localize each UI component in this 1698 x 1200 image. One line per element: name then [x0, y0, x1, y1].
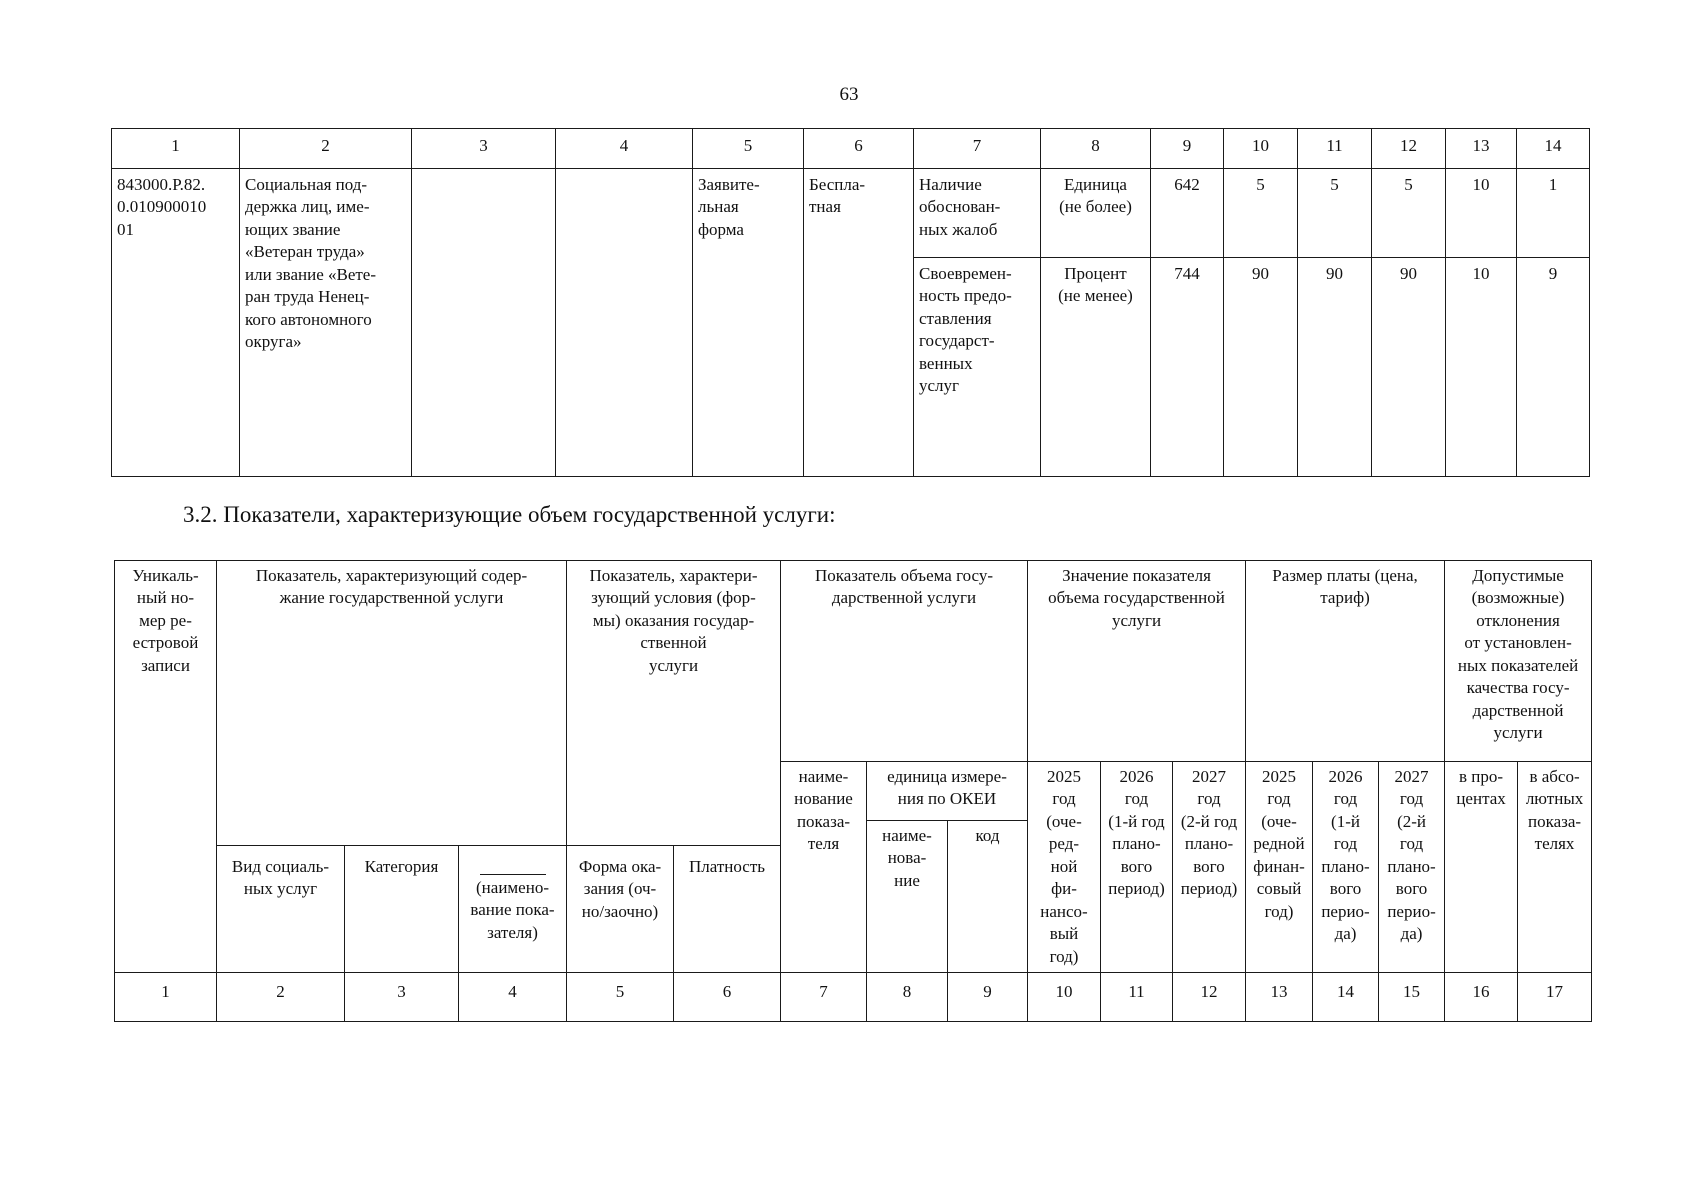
unit-cell: Единица (не более) — [1041, 169, 1151, 258]
value-2026-cell: 5 — [1298, 169, 1372, 258]
table2-col-number: 7 — [781, 972, 867, 1021]
table1-col-number: 4 — [556, 129, 693, 169]
deviation-header: Допустимые (возможные) отклонения от установлен- ных показателей качества госу- дарственной услуги — [1445, 561, 1592, 762]
table1-col-number: 14 — [1517, 129, 1590, 169]
deviation-absolute-cell: 1 — [1517, 169, 1590, 258]
value-2027-cell: 90 — [1372, 258, 1446, 477]
table2-col-number: 4 — [459, 972, 567, 1021]
indicator-name-cell: Наличие обоснован- ных жалоб — [914, 169, 1041, 258]
value-2027-header: 2027 год (2-й год плано- вого период) — [1173, 762, 1246, 973]
table2-col-number: 3 — [345, 972, 459, 1021]
blank-indicator-label: (наимено- вание пока- зателя) — [470, 877, 555, 942]
table1-col-number: 7 — [914, 129, 1041, 169]
table2-header-row — [115, 561, 1592, 762]
fee-2026-header: 2026 год (1-й год плано- вого перио- да) — [1313, 762, 1379, 973]
payment-cell: Беспла- тная — [804, 169, 914, 477]
table2-col-number: 6 — [674, 972, 781, 1021]
service-content-cell: Социальная под- держка лиц, име- ющих звание «Ветеран труда» или звание «Вете- ран труда Ненец- кого автономного округа» — [240, 169, 412, 477]
table-row — [112, 169, 1590, 258]
quality-indicators-table — [111, 128, 1590, 477]
table2-col-number: 9 — [948, 972, 1028, 1021]
okei-code-cell: 744 — [1151, 258, 1224, 477]
table1-col-number: 11 — [1298, 129, 1372, 169]
table1-col-number: 2 — [240, 129, 412, 169]
blank-indicator-header — [459, 845, 567, 972]
okei-unit-header: единица измере- ния по ОКЕИ — [867, 762, 1028, 821]
table1-col-number: 9 — [1151, 129, 1224, 169]
table1-col-number: 10 — [1224, 129, 1298, 169]
indicator-name-header: наиме- нование показа- теля — [781, 762, 867, 973]
table1-col-number: 6 — [804, 129, 914, 169]
table2-col-number: 14 — [1313, 972, 1379, 1021]
volume-indicator-header: Показатель объема госу- дарственной услуги — [781, 561, 1028, 762]
value-2025-cell: 5 — [1224, 169, 1298, 258]
unit-name-header: наиме- нова- ние — [867, 821, 948, 973]
service-form-cell: Заявите- льная форма — [693, 169, 804, 477]
page-number: 63 — [839, 84, 859, 105]
table2-col-number: 12 — [1173, 972, 1246, 1021]
table2-col-number: 8 — [867, 972, 948, 1021]
okei-code-cell: 642 — [1151, 169, 1224, 258]
value-2027-cell: 5 — [1372, 169, 1446, 258]
content-indicator-header: Показатель, характеризующий содер- жание государственной услуги — [217, 561, 567, 846]
registry-number-cell: 843000.Р.82. 0.010900010 01 — [112, 169, 240, 477]
payment-header: Платность — [674, 845, 781, 972]
table1-col-number: 8 — [1041, 129, 1151, 169]
conditions-indicator-header: Показатель, характери- зующий условия (фор- мы) оказания государ- ственной услуги — [567, 561, 781, 846]
fee-2027-header: 2027 год (2-й год плано- вого перио- да) — [1379, 762, 1445, 973]
table1-col-number: 13 — [1446, 129, 1517, 169]
unit-code-header: код — [948, 821, 1028, 973]
table2-col-number: 16 — [1445, 972, 1518, 1021]
deviation-absolute-cell: 9 — [1517, 258, 1590, 477]
unit-cell: Процент (не менее) — [1041, 258, 1151, 477]
fee-header: Размер платы (цена, тариф) — [1246, 561, 1445, 762]
value-2025-cell: 90 — [1224, 258, 1298, 477]
deviation-absolute-header: в абсо- лютных показа- телях — [1518, 762, 1592, 973]
indicator-value-header: Значение показателя объема государственной услуги — [1028, 561, 1246, 762]
table2-col-number: 15 — [1379, 972, 1445, 1021]
table1-col-number: 12 — [1372, 129, 1446, 169]
blank-line — [480, 874, 546, 875]
value-2026-cell: 90 — [1298, 258, 1372, 477]
table2-col-number: 11 — [1101, 972, 1173, 1021]
social-service-type-header: Вид социаль- ных услуг — [217, 845, 345, 972]
category-header: Категория — [345, 845, 459, 972]
table1-header-row — [112, 129, 1590, 169]
value-2025-header: 2025 год (оче- ред- ной фи- нансо- вый год) — [1028, 762, 1101, 973]
table2-col-number: 13 — [1246, 972, 1313, 1021]
deviation-percent-cell: 10 — [1446, 169, 1517, 258]
table2-col-number: 17 — [1518, 972, 1592, 1021]
indicator-name-cell: Своевремен- ность предо- ставления государст- венных услуг — [914, 258, 1041, 477]
value-2026-header: 2026 год (1-й год плано- вого период) — [1101, 762, 1173, 973]
table1-col-number: 1 — [112, 129, 240, 169]
table1-col-number: 3 — [412, 129, 556, 169]
table2-column-numbers-row — [115, 972, 1592, 1021]
deviation-percent-header: в про- центах — [1445, 762, 1518, 973]
table2-col-number: 1 — [115, 972, 217, 1021]
registry-number-header: Уникаль- ный но- мер ре- естровой записи — [115, 561, 217, 973]
deviation-percent-cell: 10 — [1446, 258, 1517, 477]
empty-cell — [412, 169, 556, 477]
section-title: 3.2. Показатели, характеризующие объем государственной услуги: — [183, 502, 836, 527]
volume-indicators-table — [114, 560, 1592, 1022]
table2-col-number: 2 — [217, 972, 345, 1021]
table2-col-number: 5 — [567, 972, 674, 1021]
empty-cell — [556, 169, 693, 477]
fee-2025-header: 2025 год (оче- редной финан- совый год) — [1246, 762, 1313, 973]
service-form-header: Форма ока- зания (оч- но/заочно) — [567, 845, 674, 972]
table2-col-number: 10 — [1028, 972, 1101, 1021]
table1-col-number: 5 — [693, 129, 804, 169]
